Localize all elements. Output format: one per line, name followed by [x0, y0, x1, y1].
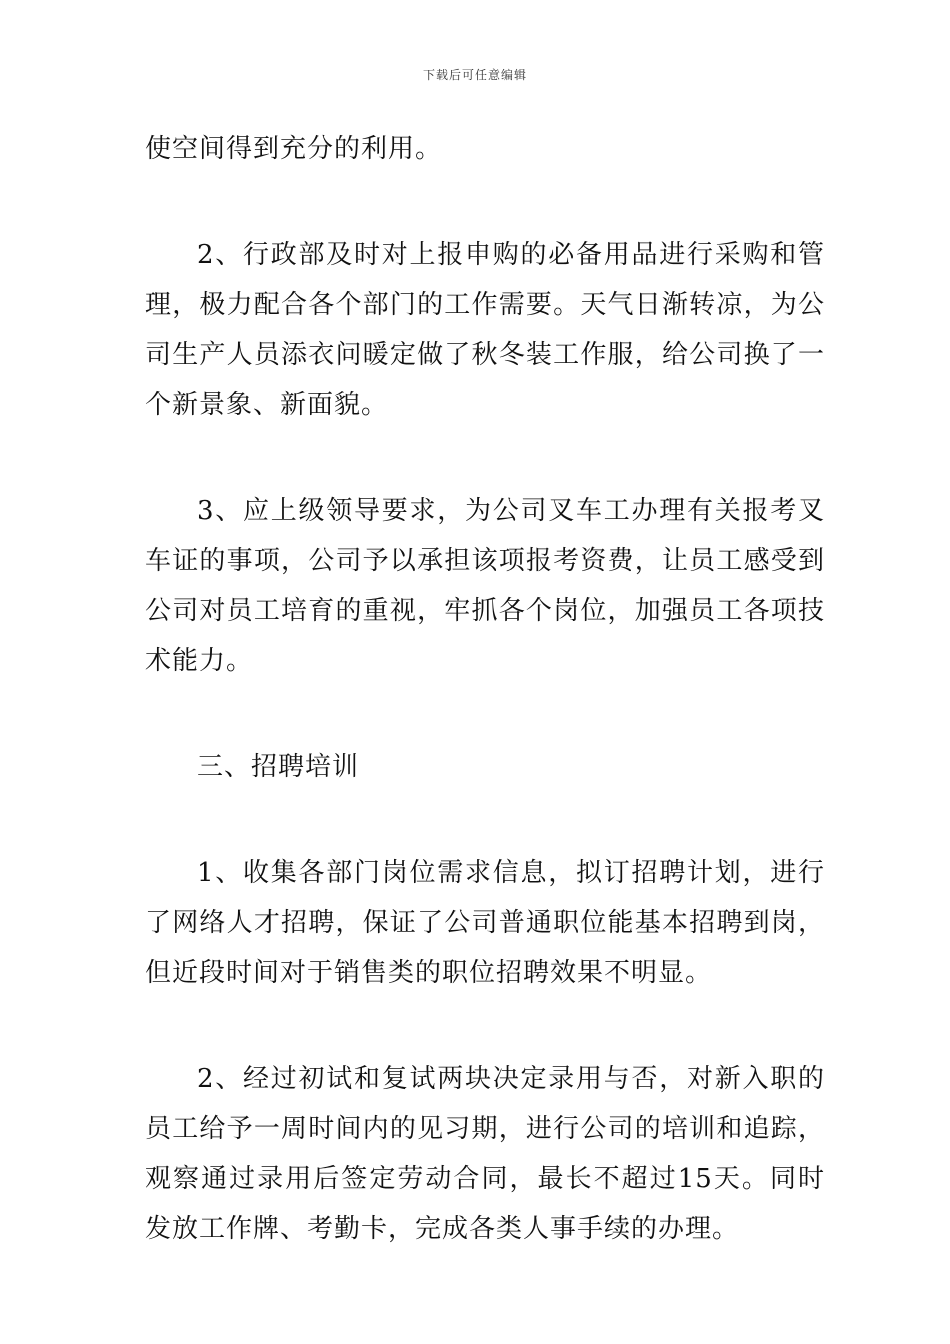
paragraph-item-2-procurement: 2、行政部及时对上报申购的必备用品进行采购和管理，极力配合各个部门的工作需要。天气日渐转凉，为公司生产人员添衣问暖定做了秋冬装工作服，给公司换了一个新景象、新面貌。	[145, 240, 825, 420]
paragraph-item-2-interview-onboarding: 2、经过初试和复试两块决定录用与否，对新入职的员工给予一周时间内的见习期，进行公司的培训和追踪，观察通过录用后签定劳动合同，最长不超过15天。同时发放工作牌、考勤卡，完成各类人事手续的办理。	[145, 1064, 825, 1244]
document-body	[145, 124, 825, 1310]
page-header: 下载后可任意编辑	[422, 68, 527, 82]
paragraph-continuation: 使空间得到充分的利用。	[145, 134, 443, 164]
paragraph-item-3-forklift-certification: 3、应上级领导要求，为公司叉车工办理有关报考叉车证的事项，公司予以承担该项报考资费，让员工感受到公司对员工培育的重视，牢抓各个岗位，加强员工各项技术能力。	[145, 496, 825, 676]
paragraph-item-1-recruitment-plan: 1、收集各部门岗位需求信息，拟订招聘计划，进行了网络人才招聘，保证了公司普通职位能基本招聘到岗，但近段时间对于销售类的职位招聘效果不明显。	[145, 858, 825, 988]
section-heading-recruitment-training: 三、招聘培训	[197, 752, 360, 782]
